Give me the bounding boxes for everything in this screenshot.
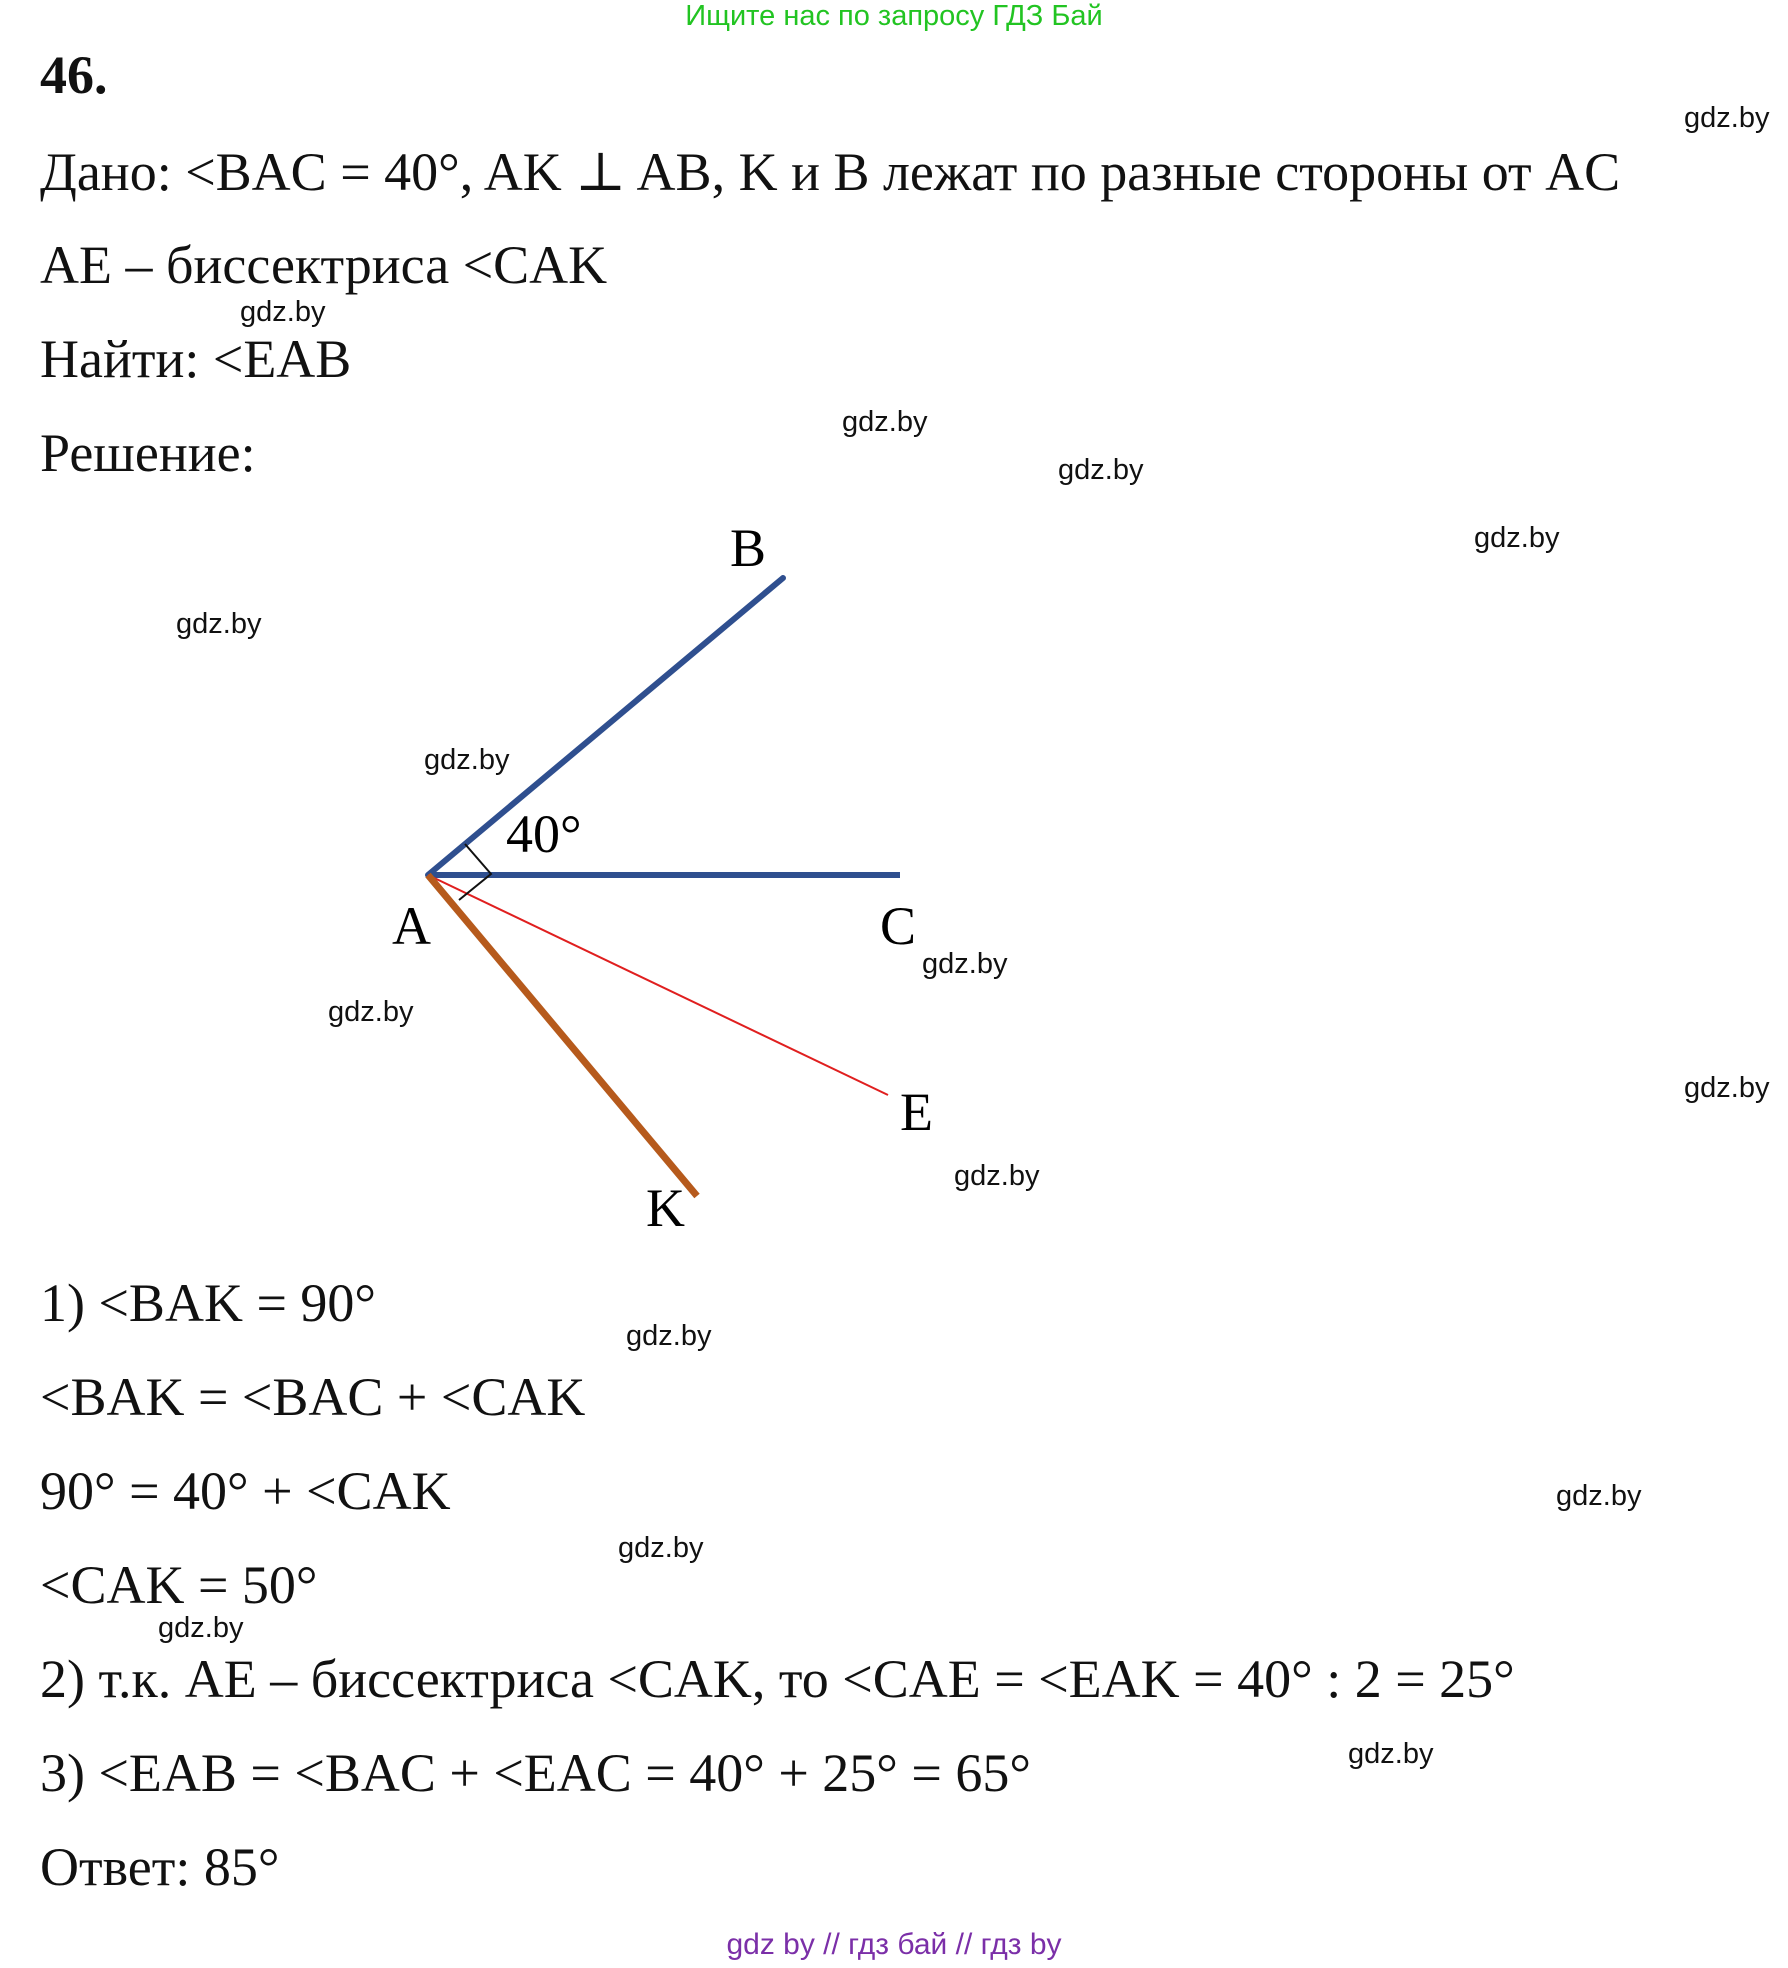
- point-label-b: B: [730, 518, 767, 578]
- watermark: gdz.by: [1684, 1072, 1770, 1104]
- angle-label: 40°: [506, 804, 582, 864]
- point-label-e: E: [900, 1082, 933, 1142]
- watermark: gdz.by: [1556, 1480, 1642, 1512]
- step-1-substitution: 90° = 40° + <CAK: [40, 1461, 451, 1521]
- point-label-c: C: [880, 896, 917, 956]
- watermark: gdz.by: [328, 996, 414, 1028]
- point-label-a: A: [392, 896, 431, 956]
- footer-watermark: gdz by // гдз бай // гдз by: [726, 1928, 1062, 1961]
- problem-number: 46.: [40, 45, 108, 105]
- answer: Ответ: 85°: [40, 1837, 280, 1897]
- watermark: gdz.by: [842, 406, 928, 438]
- step-1: 1) <BAK = 90°: [40, 1273, 376, 1333]
- solution-heading: Решение:: [40, 423, 256, 483]
- watermark: gdz.by: [922, 948, 1008, 980]
- watermark: gdz.by: [1058, 454, 1144, 486]
- find-line: Найти: <EAB: [40, 329, 352, 389]
- top-search-banner: Ищите нас по запросу ГДЗ Бай: [685, 0, 1103, 32]
- step-2: 2) т.к. AE – биссектриса <CAK, то <CAE = <EAK = 40° : 2 = 25°: [40, 1649, 1515, 1709]
- given-line-1: Дано: <BAC = 40°, AK ⊥ AB, K и B лежат по разные стороны от AC: [40, 142, 1621, 202]
- watermark: gdz.by: [240, 296, 326, 328]
- ray-ak: [428, 875, 697, 1196]
- given-line-2: AE – биссектриса <CAK: [40, 235, 608, 295]
- point-label-k: K: [646, 1178, 685, 1238]
- watermark: gdz.by: [626, 1320, 712, 1352]
- ray-ae: [428, 875, 888, 1095]
- ray-ab: [428, 578, 783, 875]
- watermark: gdz.by: [1474, 522, 1560, 554]
- step-3: 3) <EAB = <BAC + <EAC = 40° + 25° = 65°: [40, 1743, 1031, 1803]
- watermark: gdz.by: [618, 1532, 704, 1564]
- watermark: gdz.by: [1684, 102, 1770, 134]
- watermark: gdz.by: [1348, 1738, 1434, 1770]
- watermark: gdz.by: [176, 608, 262, 640]
- step-1-equation: <BAK = <BAC + <CAK: [40, 1367, 586, 1427]
- watermark: gdz.by: [158, 1612, 244, 1644]
- step-1-result: <CAK = 50°: [40, 1555, 318, 1615]
- watermark: gdz.by: [424, 744, 510, 776]
- watermark: gdz.by: [954, 1160, 1040, 1192]
